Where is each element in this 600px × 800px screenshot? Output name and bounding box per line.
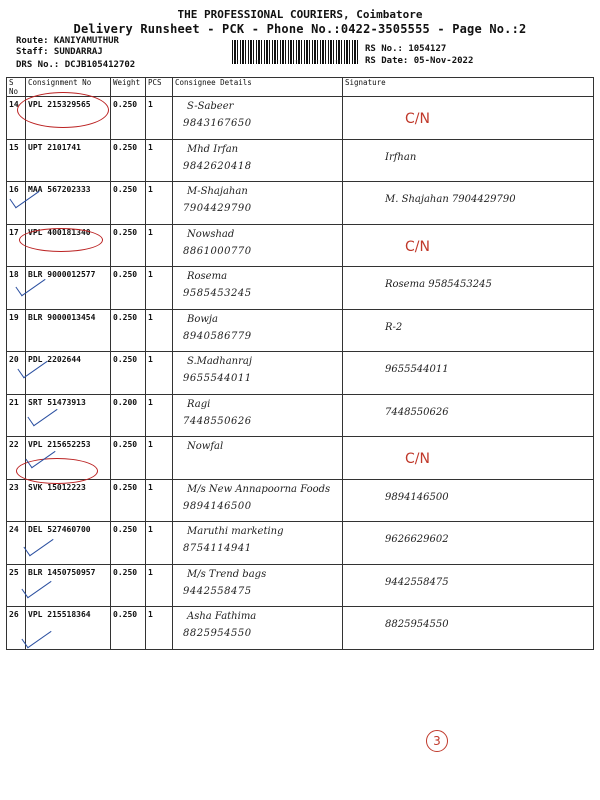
weight: 0.200 [113,397,138,407]
consignee-phone: 7904429790 [183,203,252,214]
pieces: 1 [148,142,153,152]
table-row [7,352,594,395]
consignee-phone: 9842620418 [183,160,252,172]
route: Route: KANIYAMUTHUR [16,36,119,46]
pieces: 1 [148,312,153,322]
serial-number: 22 [9,440,19,449]
consignee-name: Bowja [187,313,218,325]
signature: 7448550626 [385,406,449,418]
weight: 0.250 [113,312,138,322]
consignee-name: Rosema [187,271,228,282]
signature: 9655544011 [385,364,449,375]
column-header-cn: Consignment No [26,78,111,97]
consignee-phone: 8825954550 [183,628,252,639]
consignee-name: S-Sabeer [187,101,234,112]
weight: 0.250 [113,355,138,364]
weight: 0.250 [113,482,138,492]
weight: 0.250 [113,142,138,152]
consignment-number: BLR 9000012577 [28,270,96,279]
signature: 9626629602 [385,534,449,545]
signature: C/N [405,238,430,255]
table-row [7,607,594,650]
table-row [7,479,594,522]
consignment-number: VPL 215518364 [28,610,91,619]
consignment-number: DEL 527460700 [28,525,91,534]
consignee-name: M/s Trend bags [187,568,267,580]
pieces: 1 [148,100,153,109]
consignment-number: BLR 9000013454 [28,312,96,322]
signature: Rosema 9585453245 [385,279,492,290]
consignment-number: VPL 400181340 [28,227,91,237]
pieces: 1 [148,482,153,492]
table-row [7,564,594,607]
serial-number: 20 [9,355,19,364]
pieces: 1 [148,567,153,577]
serial-number: 26 [9,610,19,619]
consignee-phone: 9655544011 [183,373,252,384]
signature: 8825954550 [385,619,449,630]
consignment-number: BLR 1450750957 [28,567,96,577]
table-row [7,139,594,182]
serial-number: 24 [9,525,19,534]
table-body [7,97,594,650]
pieces: 1 [148,525,153,534]
pieces: 1 [148,397,153,407]
serial-number: 17 [9,227,19,237]
table-row [7,309,594,352]
consignee-phone: 9894146500 [183,500,252,512]
column-header-sno: S No [7,78,26,97]
consignee-name: M/s New Annapoorna Foods [187,483,331,495]
consignee-phone: 7448550626 [183,415,252,427]
page-mark: 3 [426,730,448,752]
signature: C/N [405,451,430,467]
drs-number: DRS No.: DCJB105412702 [16,60,136,70]
serial-number: 15 [9,142,19,152]
weight: 0.250 [113,100,138,109]
signature: 9442558475 [385,576,449,588]
weight: 0.250 [113,185,138,194]
rs-number: RS No.: 1054127 [365,44,447,54]
consignee-phone: 8754114941 [183,543,252,554]
serial-number: 19 [9,312,19,322]
runsheet-table [6,77,594,650]
consignee-name: Nowshad [187,228,235,240]
weight: 0.250 [113,610,138,619]
serial-number: 18 [9,270,19,279]
pieces: 1 [148,440,153,449]
consignment-number: SRT 51473913 [28,397,86,407]
table-row [7,394,594,437]
consignment-number: PDL 2202644 [28,355,81,364]
signature: M. Shajahan 7904429790 [385,194,516,205]
pieces: 1 [148,355,153,364]
pieces: 1 [148,610,153,619]
consignee-name: Ragi [187,398,211,410]
signature: 9894146500 [385,491,449,503]
red-circle-mark [17,92,109,128]
consignment-number: SVK 15012223 [28,482,86,492]
weight: 0.250 [113,525,138,534]
consignment-number: VPL 215329565 [28,100,91,109]
pieces: 1 [148,227,153,237]
consignee-phone: 9843167650 [183,118,252,129]
serial-number: 23 [9,482,19,492]
serial-number: 25 [9,567,19,577]
pieces: 1 [148,185,153,194]
staff: Staff: SUNDARRAJ [16,47,103,57]
consignee-phone: 9442558475 [183,585,252,597]
serial-number: 14 [9,100,19,109]
consignment-number: VPL 215652253 [28,440,91,449]
consignee-name: S.Madhanraj [187,356,252,367]
weight: 0.250 [113,440,138,449]
consignee-name: Nowfal [187,441,224,452]
consignment-number: UPT 2101741 [28,142,81,152]
column-header-pc: PCS [146,78,173,97]
serial-number: 16 [9,185,19,194]
consignee-phone: 9585453245 [183,288,252,299]
consignee-phone: 8861000770 [183,245,252,257]
table-header-row [7,78,594,97]
red-circle-mark [19,228,103,252]
column-header-cd: Consignee Details [173,78,343,97]
consignee-phone: 8940586779 [183,330,252,342]
column-header-wt: Weight [111,78,146,97]
table-row [7,182,594,225]
consignee-name: Mhd Irfan [187,143,239,155]
serial-number: 21 [9,397,19,407]
rs-date: RS Date: 05-Nov-2022 [365,56,474,66]
barcode [232,40,358,64]
table-row [7,522,594,565]
weight: 0.250 [113,567,138,577]
weight: 0.250 [113,270,138,279]
consignment-number: MAA 567202333 [28,185,91,194]
consignee-name: Maruthi marketing [187,526,284,537]
consignee-name: M-Shajahan [187,186,248,197]
company-title: THE PROFESSIONAL COURIERS, Coimbatore [177,8,423,21]
signature: C/N [405,111,430,127]
table-row [7,267,594,310]
signature: R-2 [385,321,403,333]
weight: 0.250 [113,227,138,237]
consignee-name: Asha Fathima [187,611,257,622]
column-header-sg: Signature [343,78,594,97]
signature: Irfhan [385,151,417,163]
runsheet-title: Delivery Runsheet - PCK - Phone No.:0422-3505555 - Page No.:2 [73,22,527,36]
pieces: 1 [148,270,153,279]
